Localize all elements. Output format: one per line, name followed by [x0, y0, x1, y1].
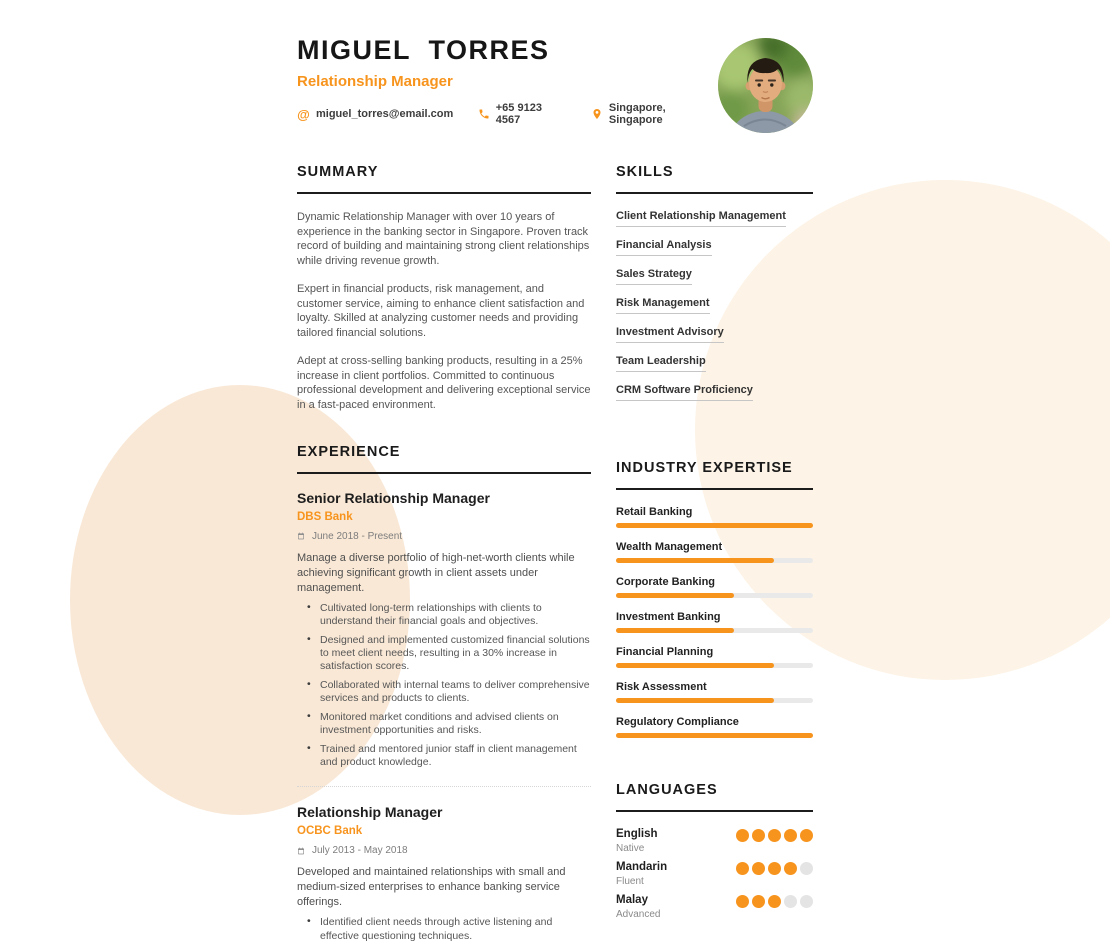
contact-text: +65 9123 4567	[495, 102, 542, 127]
contact-item	[297, 108, 453, 121]
calendar-icon	[297, 532, 305, 540]
dot-filled	[768, 895, 781, 908]
job-bullet: • Trained and mentored junior staff in client management and product knowledge.	[307, 743, 591, 770]
skill-item: Risk Management	[616, 297, 710, 314]
language-text	[616, 828, 658, 854]
language-name: English	[616, 828, 658, 840]
job-bullet-list	[307, 916, 591, 943]
language-name: Malay	[616, 894, 648, 906]
language-row	[616, 828, 813, 854]
dot-filled	[768, 862, 781, 875]
skill-item: Sales Strategy	[616, 268, 692, 285]
skill-item: Investment Advisory	[616, 326, 724, 343]
expertise-bar-track	[616, 698, 813, 703]
expertise-row	[616, 576, 813, 598]
languages-list	[616, 828, 813, 920]
dot-filled	[736, 862, 749, 875]
skill-item: Client Relationship Management	[616, 210, 786, 227]
expertise-label: Regulatory Compliance	[616, 716, 739, 728]
job-entry	[297, 490, 591, 770]
profile-photo	[718, 38, 813, 133]
job-bullet: • Identified client needs through active listening and effective questioning techniques.	[307, 916, 591, 943]
expertise-row	[616, 611, 813, 633]
expertise-bar-track	[616, 593, 813, 598]
job-company: DBS Bank	[297, 510, 353, 523]
expertise-bar-fill	[616, 698, 774, 703]
summary-paragraphs	[297, 210, 591, 413]
skill-item: Financial Analysis	[616, 239, 712, 256]
expertise-row	[616, 541, 813, 563]
summary-paragraph: Dynamic Relationship Manager with over 10 years of experience in the banking sector in Singapore. Proven track record of building and maintaining strong client relationships while driving revenue growth.	[297, 211, 590, 268]
summary-heading: SUMMARY	[297, 164, 591, 194]
expertise-bar-track	[616, 733, 813, 738]
expertise-row	[616, 681, 813, 703]
expertise-bar-track	[616, 663, 813, 668]
two-column-layout	[297, 164, 813, 948]
dot-filled	[784, 862, 797, 875]
calendar-icon	[297, 847, 305, 855]
experience-section	[297, 444, 591, 943]
language-level: Advanced	[616, 909, 661, 920]
job-title: Relationship Manager	[297, 73, 453, 91]
dot-filled	[736, 829, 749, 842]
dot-filled	[768, 829, 781, 842]
dot-empty	[800, 895, 813, 908]
language-row	[616, 861, 813, 887]
skills-section	[616, 164, 813, 413]
language-proficiency-dots	[736, 829, 813, 842]
contact-item	[590, 102, 718, 126]
summary-paragraph: Expert in financial products, risk management, and customer service, aiming to enhance client satisfaction and loyalty. Skilled at analyzing customer needs and providing tailored financial solutions.	[297, 282, 585, 340]
dot-filled	[800, 829, 813, 842]
skill-item: CRM Software Proficiency	[616, 384, 753, 401]
language-text	[616, 861, 667, 887]
job-bullet-list	[307, 602, 591, 770]
expertise-bar-fill	[616, 523, 813, 528]
expertise-label: Risk Assessment	[616, 681, 707, 693]
dot-filled	[784, 829, 797, 842]
at-icon: @	[297, 106, 310, 122]
job-date: July 2013 - May 2018	[312, 845, 408, 857]
contact-row	[297, 102, 718, 126]
contact-text: Singapore, Singapore	[608, 102, 666, 127]
job-bullet: • Collaborated with internal teams to deliver comprehensive services and products to clients.	[307, 679, 591, 706]
expertise-bar-fill	[616, 628, 734, 633]
job-date-row	[297, 531, 591, 542]
left-column	[297, 164, 591, 948]
contact-text: miguel_torres@email.com	[316, 108, 454, 121]
industry-expertise-list	[616, 506, 813, 738]
job-bullet: • Cultivated long-term relationships with clients to understand their financial goals and objectives.	[307, 602, 591, 629]
profile-photo-illustration	[718, 38, 813, 133]
dot-filled	[752, 862, 765, 875]
language-level: Native	[616, 843, 645, 854]
summary-section	[297, 164, 591, 413]
job-date-row	[297, 845, 591, 856]
language-proficiency-dots	[736, 895, 813, 908]
job-entry	[297, 786, 591, 943]
language-proficiency-dots	[736, 862, 813, 875]
language-row	[616, 894, 813, 920]
job-date: June 2018 - Present	[312, 530, 403, 542]
expertise-label: Financial Planning	[616, 646, 714, 658]
languages-section	[616, 782, 813, 920]
expertise-bar-fill	[616, 558, 774, 563]
expertise-bar-track	[616, 523, 813, 528]
job-company: OCBC Bank	[297, 825, 363, 838]
expertise-row	[616, 646, 813, 668]
person-name: MIGUEL TORRES	[297, 35, 550, 65]
right-column	[616, 164, 813, 948]
language-level: Fluent	[616, 876, 644, 887]
job-bullet: • Designed and implemented customized financial solutions to meet client needs, resulting in a 30% increase in satisfaction scores.	[307, 634, 591, 674]
expertise-label: Corporate Banking	[616, 576, 716, 588]
job-description: Manage a diverse portfolio of high-net-worth clients while achieving significant growth in client assets under management.	[297, 551, 575, 594]
resume-content	[255, 0, 855, 948]
dot-filled	[736, 895, 749, 908]
dot-empty	[800, 862, 813, 875]
skills-heading: SKILLS	[616, 164, 813, 194]
experience-heading: EXPERIENCE	[297, 444, 591, 474]
dot-empty	[784, 895, 797, 908]
location-icon	[590, 108, 602, 121]
expertise-row	[616, 506, 813, 528]
skills-list	[616, 210, 813, 413]
phone-icon	[477, 108, 489, 121]
header	[297, 36, 813, 133]
resume-page	[255, 0, 855, 942]
job-list	[297, 490, 591, 943]
expertise-bar-track	[616, 628, 813, 633]
expertise-label: Investment Banking	[616, 611, 721, 623]
expertise-row	[616, 716, 813, 738]
expertise-bar-track	[616, 558, 813, 563]
dot-filled	[752, 895, 765, 908]
summary-paragraph: Adept at cross-selling banking products, resulting in a 25% increase in client portfolios. Committed to continuous professional development and delivering exceptional service in a fast-paced environment.	[297, 354, 591, 412]
job-description: Developed and maintained relationships with small and medium-sized enterprises to enhance banking service offerings.	[297, 866, 566, 909]
industry-expertise-heading: INDUSTRY EXPERTISE	[616, 460, 813, 490]
expertise-bar-fill	[616, 593, 734, 598]
language-name: Mandarin	[616, 861, 668, 873]
expertise-bar-fill	[616, 733, 813, 738]
language-text	[616, 894, 660, 920]
expertise-label: Retail Banking	[616, 506, 693, 518]
languages-heading: LANGUAGES	[616, 782, 813, 812]
industry-expertise-section	[616, 460, 813, 738]
skill-item: Team Leadership	[616, 355, 706, 372]
job-entry-title: Relationship Manager	[297, 804, 443, 821]
job-bullet: • Monitored market conditions and advised clients on investment opportunities and risks.	[307, 711, 591, 738]
expertise-bar-fill	[616, 663, 774, 668]
dot-filled	[752, 829, 765, 842]
header-text	[297, 36, 718, 126]
expertise-label: Wealth Management	[616, 541, 723, 553]
contact-item	[477, 102, 566, 126]
job-entry-title: Senior Relationship Manager	[297, 489, 490, 506]
